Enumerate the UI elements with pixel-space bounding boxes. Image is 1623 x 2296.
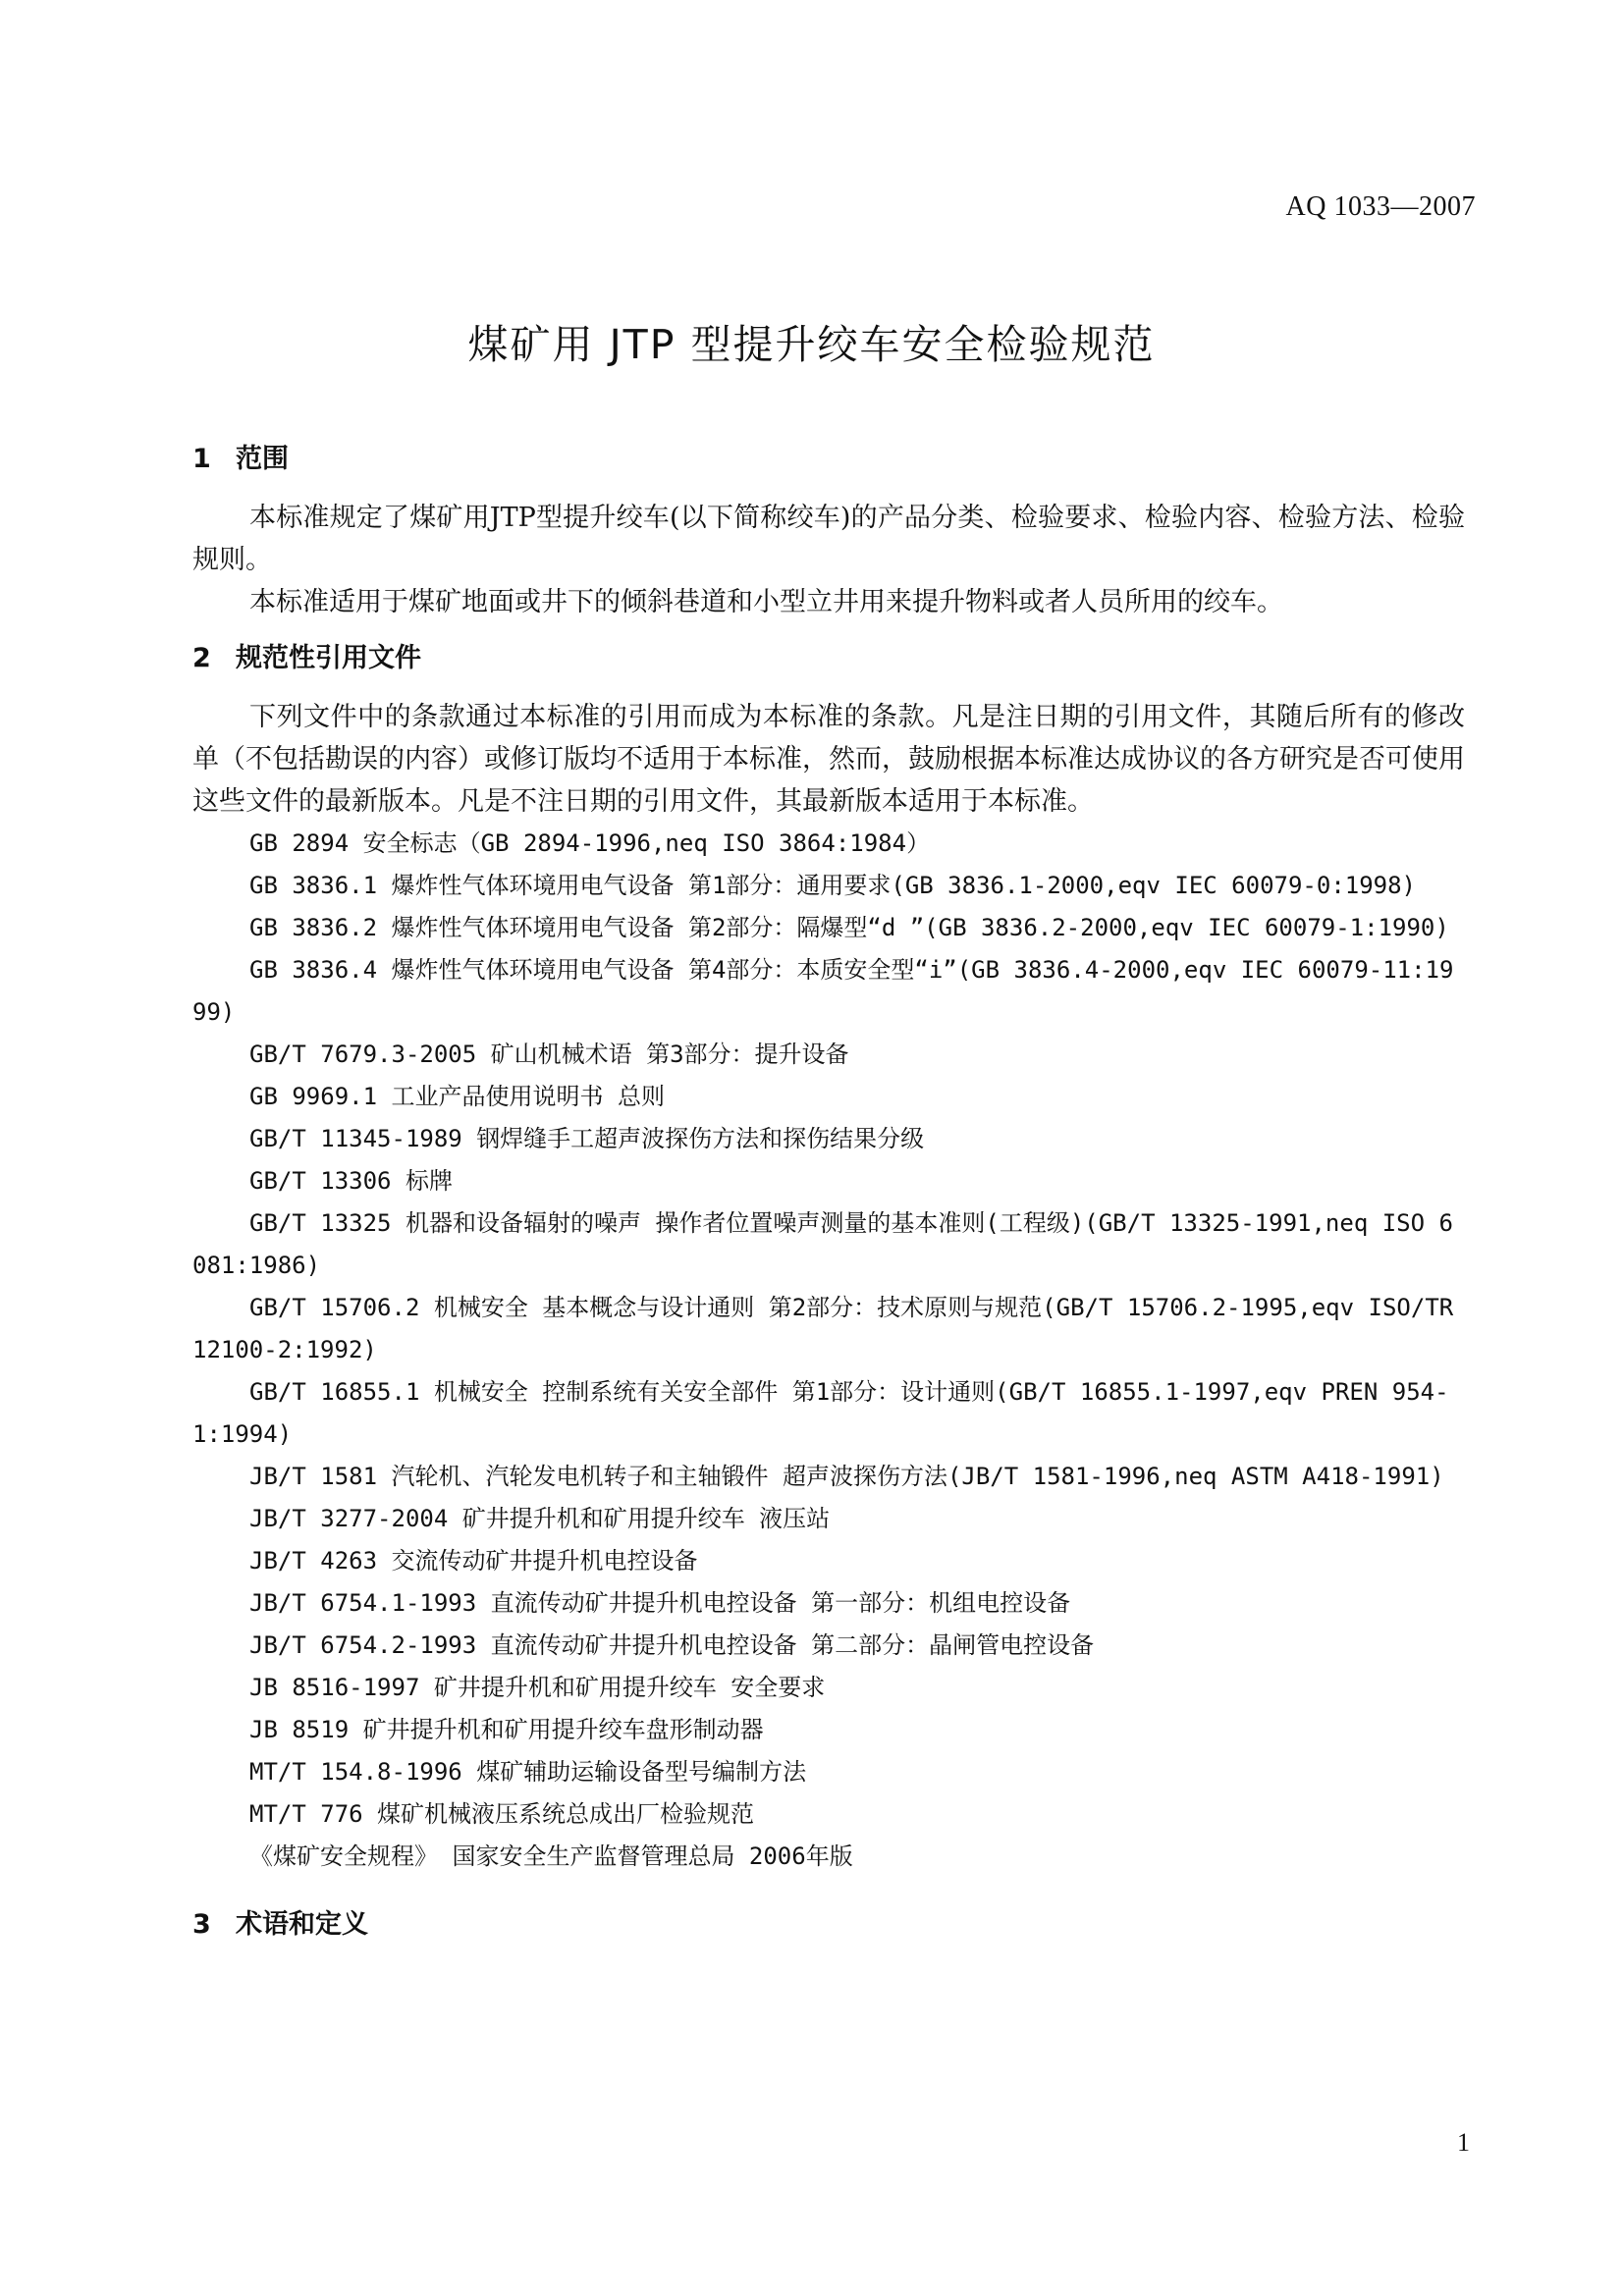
reference-list [192,823,1465,1878]
section-heading-scope [192,438,1465,481]
reference-item: GB/T 13306 标牌 [249,1167,453,1195]
reference-item: MT/T 154.8-1996 煤矿辅助运输设备型号编制方法 [249,1758,807,1786]
reference-item: MT/T 776 煤矿机械液压系统总成出厂检验规范 [249,1800,755,1828]
reference-item: JB 8519 矿井提升机和矿用提升绞车盘形制动器 [249,1716,764,1743]
reference-item: JB/T 1581 汽轮机、汽轮发电机转子和主轴锻件 超声波探伤方法(JB/T 1581-1996,neq ASTM A418-1991) [249,1463,1444,1490]
paragraph: 本标准规定了煤矿用JTP型提升绞车(以下简称绞车)的产品分类、检验要求、检验内容、检验方法、检验规则。 [192,503,1465,575]
reference-item: JB/T 6754.2-1993 直流传动矿井提升机电控设备 第二部分：晶闸管电控设备 [249,1631,1095,1659]
reference-item: GB/T 7679.3-2005 矿山机械术语 第3部分：提升设备 [249,1041,849,1068]
reference-item: JB/T 6754.1-1993 直流传动矿井提升机电控设备 第一部分：机组电控设备 [249,1589,1071,1617]
reference-item: GB 3836.2 爆炸性气体环境用电气设备 第2部分：隔爆型“d ”(GB 3836.2-2000,eqv IEC 60079-1:1990) [249,914,1449,941]
section-number: 3 [192,1909,211,1940]
section-title: 范围 [236,444,289,474]
standard-code: AQ 1033—2007 [1285,191,1476,222]
reference-item: GB 3836.1 爆炸性气体环境用电气设备 第1部分：通用要求(GB 3836.1-2000,eqv IEC 60079-0:1998) [249,872,1417,899]
reference-item: 《煤矿安全规程》 国家安全生产监督管理总局 2006年版 [249,1842,853,1870]
section-title: 规范性引用文件 [236,643,421,673]
reference-item: GB/T 15706.2 机械安全 基本概念与设计通则 第2部分：技术原则与规范(GB/T 15706.2-1995,eqv ISO/TR 12100-2:1992) [192,1294,1454,1363]
reference-item: GB/T 16855.1 机械安全 控制系统有关安全部件 第1部分：设计通则(GB/T 16855.1-1997,eqv PREN 954-1:1994) [192,1378,1449,1448]
reference-item: JB 8516-1997 矿井提升机和矿用提升绞车 安全要求 [249,1674,826,1701]
paragraph: 下列文件中的条款通过本标准的引用而成为本标准的条款。凡是注日期的引用文件，其随后所有的修改单（不包括勘误的内容）或修订版均不适用于本标准，然而，鼓励根据本标准达成协议的各方研究是否可使用这些文件的最新版本。凡是不注日期的引用文件，其最新版本适用于本标准。 [192,702,1465,817]
reference-item: GB 3836.4 爆炸性气体环境用电气设备 第4部分：本质安全型“i”(GB 3836.4-2000,eqv IEC 60079-11:1999) [192,956,1454,1026]
spacer [192,1878,1465,1897]
reference-item: JB/T 4263 交流传动矿井提升机电控设备 [249,1547,698,1575]
reference-item: JB/T 3277-2004 矿井提升机和矿用提升绞车 液压站 [249,1505,831,1532]
page-number: 1 [1457,2128,1470,2157]
section-number: 2 [192,643,211,673]
section-heading-terms-and-definitions [192,1903,1465,1947]
reference-item: GB/T 11345-1989 钢焊缝手工超声波探伤方法和探伤结果分级 [249,1125,925,1152]
document-body [192,432,1465,1962]
document-title: 煤矿用 JTP 型提升绞车安全检验规范 [467,321,1156,368]
section-title: 术语和定义 [236,1909,368,1940]
reference-item: GB/T 13325 机器和设备辐射的噪声 操作者位置噪声测量的基本准则(工程级)(GB/T 13325-1991,neq ISO 6081:1986) [192,1209,1453,1279]
section-number: 1 [192,444,211,474]
reference-item: GB 2894 安全标志（GB 2894-1996,neq ISO 3864:1984） [249,829,931,857]
section-heading-normative-references [192,637,1465,680]
reference-item: GB 9969.1 工业产品使用说明书 总则 [249,1083,665,1110]
paragraph: 本标准适用于煤矿地面或井下的倾斜巷道和小型立井用来提升物料或者人员所用的绞车。 [249,587,1283,617]
